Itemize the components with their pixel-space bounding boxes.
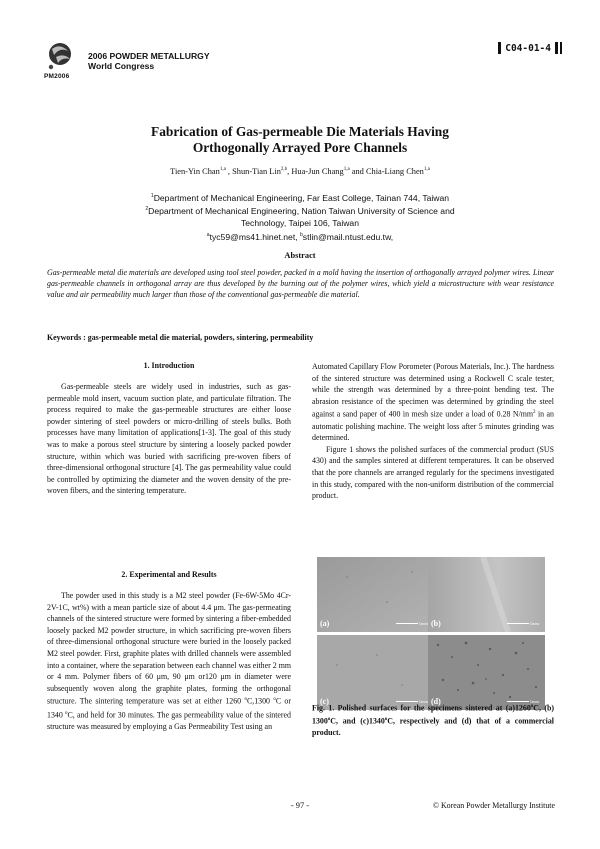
- code-bar-left: [498, 42, 501, 54]
- conference-name: [88, 51, 210, 71]
- title-line2: Orthogonally Arrayed Pore Channels: [192, 140, 408, 155]
- panel-b-scale-bar: [507, 621, 539, 626]
- affiliation-1: [0, 191, 600, 204]
- right-text-1-sup: 2: [533, 410, 536, 416]
- author-2: Shun-Tian Lin: [232, 167, 281, 176]
- affiliation-2-text-b: Technology, Taipei 106, Taiwan: [240, 217, 359, 228]
- affiliations: [0, 191, 600, 243]
- figure-panel-c: [317, 635, 434, 710]
- conference-line2: World Congress: [88, 61, 155, 71]
- figure-panel-b: [428, 557, 545, 632]
- figure-panel-d: [428, 635, 545, 710]
- right-paragraph-1: [312, 361, 554, 444]
- author-sep-2: ,: [287, 167, 292, 176]
- intro-paragraph: Gas-permeable steels are widely used in industries, such as gas-permeable mold insert, vacuum suction plate, and particulate filtration. The process required to make the gas-permeable structures are either loose powder sintering of steel powders or micro-drilling of steels bulks. Both processes have many limitation of applications[1-3]. The goal of this study was to make a porous steel structure by sintering a loosely packed powder structure, within which was buried with sacrificing pre-woven fibers of three-dimensional orthogonal structure [4]. The gas permeability value could be controlled by optimizing the diameter and the woven density of the pre-woven fibers, and the sintering temperature.: [47, 382, 291, 496]
- logo-year: PM2006: [44, 73, 70, 80]
- pm2006-logo-icon: [46, 41, 76, 77]
- panel-a-label: (a): [320, 619, 330, 628]
- author-4-sup: 1,a: [423, 167, 430, 173]
- panel-b-label: (b): [431, 619, 441, 628]
- abstract-text: Gas-permeable metal die materials are developed using tool steel powder, packed in a mold having the insertion of orthogonally arrayed polymer wires. Linear gas-permeable channels in orthogonal array are thus developed by the burning out of the polymer wires, which yield a microstructure with wear resistance value and air permeability much larger than those of the conventional gas-permeable die material.: [47, 268, 554, 300]
- exp-text-before: The powder used in this study is a M2 steel powder (Fe-6W-5Mo 4Cr-2V-1C, wt%) with a mean particle size of about 4.4 μm. The gas-permeating channels of the sintered structure were formed by sintering a fiber-embedded loosely packed M2 powder structure, in which sacrificing pre-woven fibers of three-dimensional orthogonal structure were buried in the loosely packed M2 steel powder. First, graphite plates with drilled channels were assembled into a container, where the separation between each channel was either 2 mm or 4 mm. Polymer fibers of 60 μm, 90 μm or120 μm in diameter were subsequently woven along the graphite plates, forming the orthogonal structure. The sintering temperature was set at either 1260: [47, 591, 291, 706]
- panel-c-label: (c): [320, 697, 329, 706]
- experimental-body: [47, 590, 291, 732]
- code-bar-right-2: [560, 42, 562, 54]
- paper-title: [0, 124, 600, 156]
- caption-t2: C, and (c)1340: [330, 716, 385, 726]
- email-b: stlin@mail.ntust.edu.tw,: [302, 231, 394, 242]
- paper-code: C04-01-4: [505, 42, 551, 54]
- intro-body: [47, 381, 291, 497]
- panel-c-scale: 1mm: [418, 699, 428, 704]
- code-bar-right: [555, 42, 558, 54]
- caption-degree-2: o: [327, 717, 331, 723]
- right-column-text: [312, 361, 554, 502]
- abstract-heading: Abstract: [284, 251, 316, 260]
- intro-heading: 1. Introduction: [143, 361, 195, 370]
- author-1-sup: 1,a: [219, 167, 226, 173]
- author-1: Tien-Yin Chan: [170, 167, 220, 176]
- panel-a-scale: 1mm: [418, 621, 428, 626]
- author-4: Chia-Liang Chen: [365, 167, 424, 176]
- experimental-paragraph: [47, 590, 291, 732]
- right-paragraph-2: Figure 1 shows the polished surfaces of the commercial product (SUS 430) and the samples sintered at different temperatures. It can be observed that the pore channels are arranged regularly for the specimens investigated in this study, compared with the non-uniform distribution of the commercial product.: [312, 444, 554, 501]
- degree-sup-3: o: [65, 710, 68, 716]
- author-3: Hua-Jun Chang: [291, 167, 344, 176]
- authors: [0, 167, 600, 176]
- exp-text-after: C, and held for 30 minutes. The gas permeability value of the sintered structure was measured by employing a Gas Permeability Test using an: [47, 710, 292, 731]
- exp-temp-1: C,1300: [246, 696, 270, 706]
- author-2-sup: 2,b: [280, 167, 288, 173]
- title-line1: Fabrication of Gas-permeable Die Materials Having: [151, 124, 449, 139]
- degree-sup-1: o: [244, 697, 247, 703]
- panel-b-scale: 1mm: [529, 621, 539, 626]
- keywords: Keywords : gas-permeable metal die material, powders, sintering, permeability: [47, 333, 314, 342]
- email-b-sup: b: [300, 231, 303, 238]
- page-number: - 97 -: [290, 801, 310, 810]
- author-sep-3: and: [349, 167, 366, 176]
- caption-degree-3: o: [384, 717, 388, 723]
- paper-code-box: [498, 42, 562, 54]
- caption-degree-1: o: [530, 704, 534, 709]
- copyright: © Korean Powder Metallurgy Institute: [433, 801, 555, 810]
- affiliation-1-sup: 1: [150, 193, 154, 199]
- experimental-heading: 2. Experimental and Results: [121, 570, 217, 579]
- author-3-sup: 1,a: [343, 167, 350, 173]
- right-text-1-end: in an automatic polishing machine. The weight loss after 5 minutes grinding was determined.: [312, 410, 555, 443]
- email-a: tyc59@ms41.hinet.net,: [209, 231, 300, 242]
- figure-1: [317, 557, 555, 710]
- exp-temp-2: C or 1340: [47, 696, 292, 720]
- panel-a-scale-bar: [396, 621, 428, 626]
- figure-panel-a: [317, 557, 434, 632]
- affiliation-2-text-a: Department of Mechanical Engineering, Nation Taiwan University of Science and: [148, 206, 455, 217]
- caption-before: Fig. 1. Polished surfaces for the specimens sintered at (a)1260: [312, 703, 531, 713]
- affiliation-2-sup: 2: [145, 206, 149, 213]
- caption-after: C, respectively and (d) that of a commercial product.: [312, 716, 554, 738]
- caption-t1: C, (b) 1300: [312, 703, 554, 726]
- panel-d-label: (d): [431, 697, 441, 706]
- panel-d-scale: 1mm: [529, 699, 539, 704]
- author-sep-1: ,: [225, 167, 233, 176]
- affiliation-1-text: Department of Mechanical Engineering, Far East College, Tainan 744, Taiwan: [153, 192, 450, 203]
- conference-line1: 2006 POWDER METALLURGY: [88, 51, 210, 61]
- degree-sup-2: o: [273, 697, 276, 703]
- emails: [0, 230, 600, 243]
- right-text-1: Automated Capillary Flow Porometer (Porous Materials, Inc.). The hardness of the sintered structure was determined using a Rockwell C scale tester, while the strength was determined by a three-point bending test. The abrasion resistance of the specimen was determined by grinding the steel against a sand paper of 400 in mesh size under a load of 0.28 N/mm: [312, 362, 555, 419]
- figure-1-caption: [312, 701, 554, 739]
- affiliation-2: [0, 204, 600, 217]
- email-a-sup: a: [206, 231, 210, 238]
